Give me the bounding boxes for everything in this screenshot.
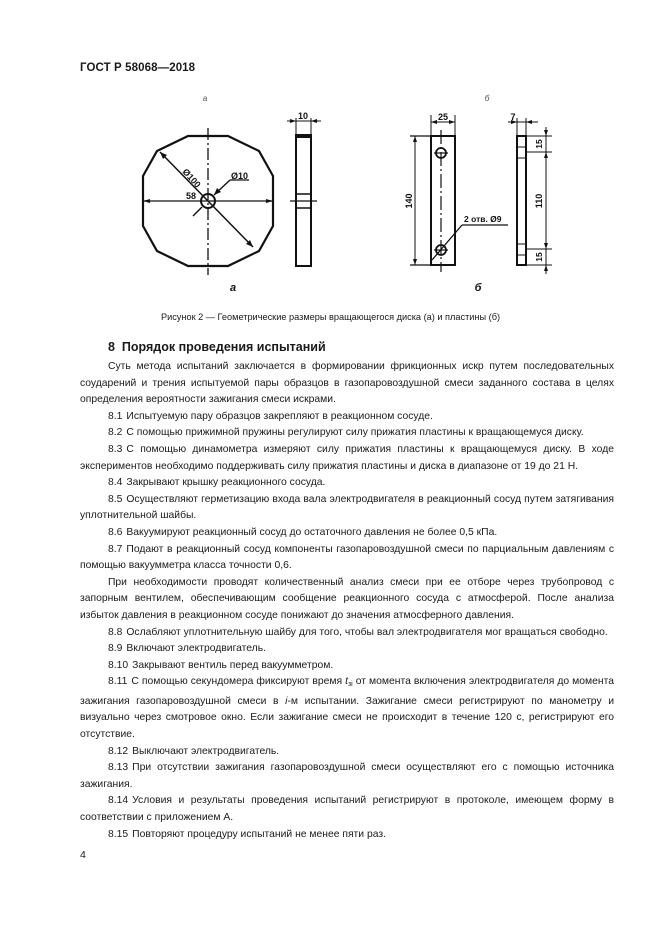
paragraph-8-2: 8.2 С помощью прижимной пружины регулируют силу прижатия пластины к вращающемуся диску.: [108, 427, 584, 439]
disc-side-view: [287, 118, 321, 266]
paragraph-8-3: 8.3 С помощью динамометра измеряют силу прижатия пластины к вращающемуся диску. В ходе экспериментов необходимо поддерживать силу прижатия пластины и диска в диапазоне от 19 до 21 Н.: [80, 443, 614, 472]
paragraph-8-13: 8.13 При отсутствии зажигания газопаровоздушной смеси осуществляют его с помощью источника зажигания.: [80, 762, 614, 790]
figure-label-b-bottom: б: [474, 282, 482, 294]
plate-width-label: 25: [437, 112, 449, 122]
paragraph-8-10: 8.10 Закрывают вентиль перед вакуумметром.: [108, 659, 334, 671]
paragraph-intro: Суть метода испытаний заключается в формировании фрикционных искр путем последовательных соударений и трения испытуемой пары образцов в газопаровоздушной смеси заданного состава в целях определения вероятности зажигания смеси искрами.: [80, 361, 614, 406]
section-number: 8: [108, 340, 115, 354]
disc-diameter-label: Ø100: [180, 166, 203, 190]
figure-label-a-top: а: [202, 93, 208, 103]
plate-length-label: 140: [404, 193, 414, 209]
section-heading: [108, 340, 326, 354]
plate-front-view: [410, 115, 508, 272]
paragraph-8-5: 8.5 Осуществляют герметизацию входа вала электродвигателя в реакционный сосуд путем затягивания уплотнительной шайбы.: [80, 493, 614, 522]
paragraph-8-14: 8.14 Условия и результаты проведения испытаний регистрируют в протоколе, имеющем форму в соответствии с приложением А.: [80, 795, 614, 824]
plate-holes-label: 2 отв. Ø9: [464, 214, 502, 224]
plate-side-view: [508, 118, 552, 274]
disc-thickness-label: 10: [297, 111, 309, 121]
paragraph-8-9: 8.9 Включают электродвигатель.: [108, 643, 266, 655]
paragraph-8-12: 8.12 Выключают электродвигатель.: [108, 745, 280, 757]
figure-label-a-bottom: а: [229, 282, 237, 294]
paragraph-8-6: 8.6 Вакуумируют реакционный сосуд до остаточного давления не более 0,5 кПа.: [108, 526, 498, 538]
paragraph-8-7-extra: При необходимости проводят количественный анализ смеси при ее отборе через трубопровод с запорным вентилем, обеспечивающим сообщение реакционного сосуда с атмосферой. После анализа избыток давления в реакционном сосуде понижают до значения атмосферного давления.: [80, 576, 614, 621]
section-title: Порядок проведения испытаний: [121, 340, 326, 354]
paragraph-8-15: 8.15 Повторяют процедуру испытаний не менее пяти раз.: [108, 828, 386, 840]
document-header: ГОСТ Р 58068—2018: [80, 62, 196, 74]
time-variable: t: [345, 676, 348, 688]
figure-label-b-top: б: [484, 93, 490, 103]
paragraph-8-8: 8.8 Ослабляют уплотнительную шайбу для того, чтобы вал электродвигателя мог вращаться свободно.: [108, 626, 608, 638]
time-variable-subscript: зi: [347, 681, 353, 689]
index-variable: i: [285, 695, 288, 707]
plate-bottom-offset-label: 15: [534, 252, 544, 262]
disc-center-label: 58: [186, 191, 197, 201]
paragraph-8-4: 8.4 Закрывают крышку реакционного сосуда.: [108, 477, 326, 489]
plate-top-offset-label: 15: [534, 139, 544, 149]
paragraph-8-7: 8.7 Подают в реакционный сосуд компоненты газопаровоздушной смеси по парциальным давлениям с помощью вакуумметра класса точности 0,6.: [80, 543, 614, 572]
paragraph-8-1: 8.1 Испытуемую пару образцов закрепляют в реакционном сосуде.: [108, 410, 433, 422]
disc-hole-label: Ø10: [231, 171, 249, 181]
paragraph-8-11: 8.11 С помощью секундомера фиксируют время $t_{зi}$ от момента включения электродвигателя до момента зажигания газопаровоздушной смеси в i-м испытании. Зажигание смеси регистрируют по манометру и визуально через смотровое окно. Если зажигание смеси не происходит в течение 120 с, регистрируют его отсутствие.: [80, 676, 614, 741]
plate-hole-spacing-label: 110: [534, 193, 544, 209]
disc-front-view: [143, 128, 273, 275]
figure-caption: Рисунок 2 — Геометрические размеры вращающегося диска (а) и пластины (б): [160, 312, 501, 322]
page-number: 4: [80, 849, 86, 861]
plate-thickness-label: 7: [510, 112, 516, 122]
section-body: [80, 359, 614, 843]
figure-2-drawing: [0, 0, 661, 300]
